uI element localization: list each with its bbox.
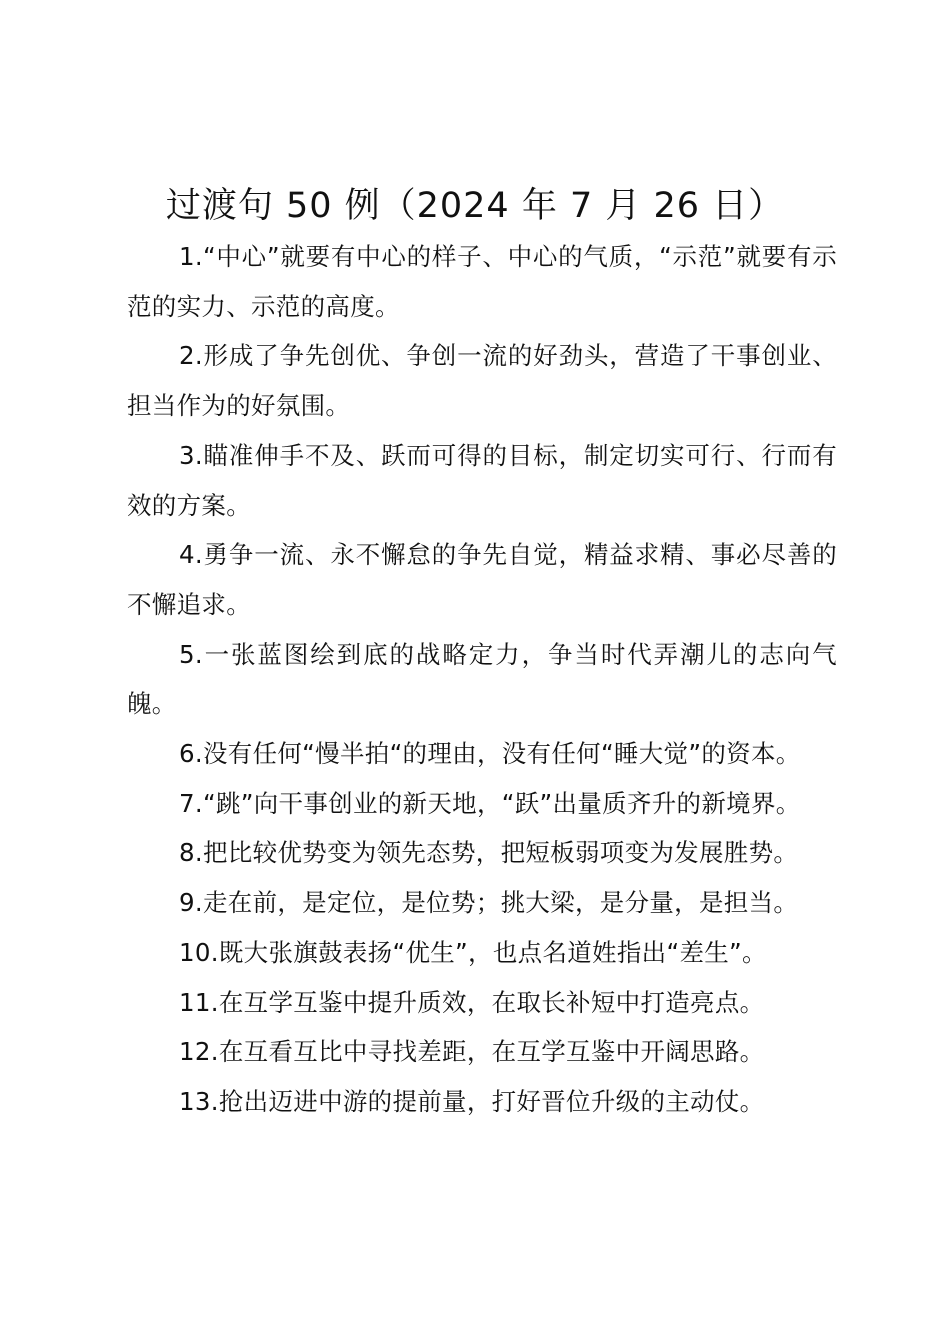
paragraph-7: 7.“跳”向干事创业的新天地，“跃”出量质齐升的新境界。: [179, 788, 801, 818]
paragraph-8: 8.把比较优势变为领先态势，把短板弱项变为发展胜势。: [179, 838, 799, 868]
paragraph-4: 4.勇争一流、永不懈怠的争先自觉，精益求精、事必尽善的不懈追求。: [127, 540, 837, 619]
document-title: 过渡句 50 例（2024 年 7 月 26 日）: [165, 186, 785, 226]
paragraph-1: 1.“中心”就要有中心的样子、中心的气质，“示范”就要有示范的实力、示范的高度。: [127, 242, 837, 321]
paragraph-10: 10.既大张旗鼓表扬“优生”，也点名道姓指出“差生”。: [179, 937, 767, 967]
document-body: [127, 232, 837, 1127]
paragraph-3: 3.瞄准伸手不及、跃而可得的目标，制定切实可行、行而有效的方案。: [127, 440, 837, 520]
paragraph-11: 11.在互学互鉴中提升质效，在取长补短中打造亮点。: [179, 987, 765, 1017]
paragraph-6: 6.没有任何“慢半拍“的理由，没有任何“睡大觉”的资本。: [179, 739, 801, 769]
paragraph-9: 9.走在前，是定位，是位势；挑大梁，是分量，是担当。: [179, 888, 799, 918]
paragraph-2: 2.形成了争先创优、争创一流的好劲头，营造了干事创业、担当作为的好氛围。: [127, 341, 837, 421]
paragraph-12: 12.在互看互比中寻找差距，在互学互鉴中开阔思路。: [179, 1037, 765, 1067]
paragraph-5: 5.一张蓝图绘到底的战略定力，争当时代弄潮儿的志向气魄。: [127, 639, 837, 719]
paragraph-13: 13.抢出迈进中游的提前量，打好晋位升级的主动仗。: [179, 1086, 765, 1116]
